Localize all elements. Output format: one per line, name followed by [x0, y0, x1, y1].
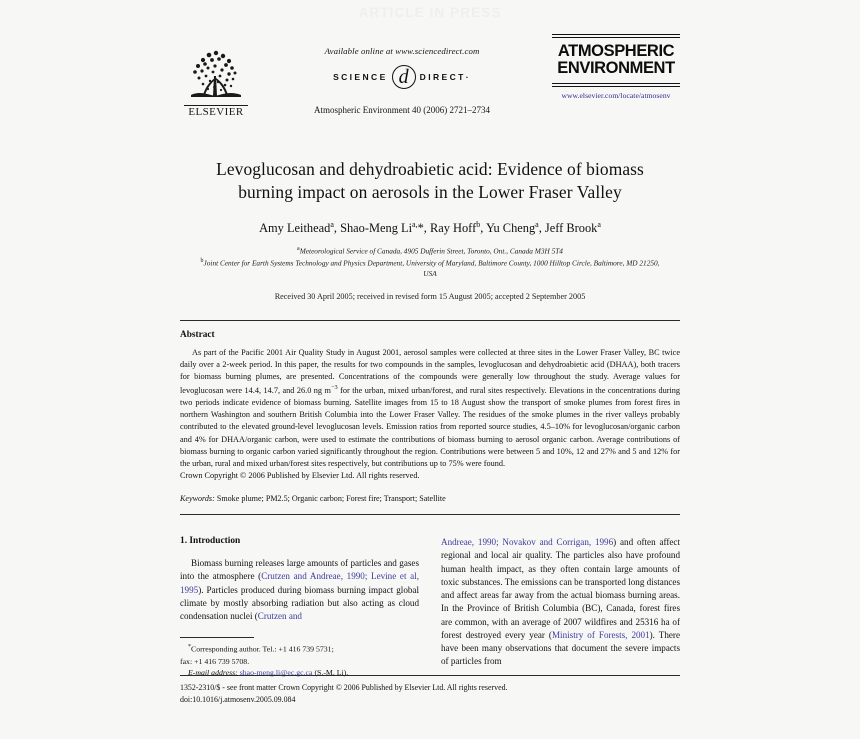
- email-attribution: (S.-M. Li).: [314, 668, 349, 678]
- journal-masthead: [180, 0, 680, 132]
- article-sheet: [180, 0, 680, 739]
- intro-paragraph-left: Biomass burning releases large amounts of particles and gases into the atmosphere (Crutzen and Andreae, 1990; Levine et al, 1995). Particles produced during biomass burning impact global climate by mostly absorbing radiation but also acting as cloud condensation nuclei (Crutzen and: [180, 558, 419, 622]
- nameplate-rule-top: [552, 34, 680, 38]
- elsevier-logo: [180, 32, 252, 119]
- nameplate-rule-bottom: [552, 83, 680, 87]
- email-label: E-mail address:: [188, 668, 238, 678]
- journal-title-line1: ATMOSPHERIC: [557, 42, 675, 60]
- abstract-body: As part of the Pacific 2001 Air Quality Study in August 2001, aerosol samples were collected at three sites in the Lower Fraser Valley, BC twice daily over a 2-week period. In this paper, the results for two compounds in the samples, levoglucosan and dehydroabietic acid (DHAA), both tracers for biomass burning plumes, are presented. Concentrations of the compounds were generally low throughout the study. Average values for levoglucosan were 14.4, 14.7, and 26.0 ng $m^{-3}$ for the urban, mixed urban/forest, and rural sites respectively. Elevations in the concentrations during two periods indicate evidence of biomass burning. Satellite images from 15 to 18 August show the transport of smoke plumes from forest fires in northern Washington and southern British Columbia into the Lower Fraser Valley. The residues of the smoke plumes in the river valleys probably contributed to the elevated ground-level levoglucosan levels. Emission ratios from reported source studies, 4.5–10% for levoglucosan/organic carbon and 4% for DHAA/organic carbon, were used to estimate the contributions of biomass burning to aerosol organic carbon. Average contributions of biomass burning to organic carbon varied significantly throughout the region. Contributions were between 5 and 10%, 12 and 27% and 5 and 12% for the urban, rural and mixed urban/forest sites respectively, but contributions up to 75% were found.: [180, 347, 680, 468]
- sciencedirect-logo: [252, 65, 552, 89]
- title-block: [180, 158, 680, 301]
- keywords-value: Smoke plume; PM2.5; Organic carbon; Forest fire; Transport; Satellite: [216, 494, 446, 504]
- affiliation-b: $^b$Joint Center for Earth Systems Technology and Physics Department, University of Maryland, Baltimore County, 1000 Hilltop Circle, Baltimore, MD 21250, USA: [200, 258, 660, 279]
- journal-citation-line: Atmospheric Environment 40 (2006) 2721–2734: [314, 105, 490, 115]
- affiliation-a: $^a$Meteorological Service of Canada, 4905 Dufferin Street, Toronto, Ont., Canada M3H 5T4: [297, 246, 563, 256]
- footnote-block: [180, 637, 419, 679]
- sciencedirect-at-icon: d: [392, 65, 416, 89]
- footer-copyright: 1352-2310/$ - see front matter Crown Copyright © 2006 Published by Elsevier Ltd. All rights reserved.: [180, 682, 508, 692]
- footnote-fax: fax: +1 416 739 5708.: [180, 656, 250, 666]
- journal-url-link[interactable]: www.elsevier.com/locate/atmosenv: [561, 91, 671, 101]
- page-title: Levoglucosan and dehydroabietic acid: Evidence of biomass burning impact on aerosols in the Lower Fraser Valley: [216, 159, 644, 202]
- keywords-line: [180, 494, 680, 503]
- section-heading-introduction: 1. Introduction: [180, 536, 241, 547]
- intro-paragraph-right: Andreae, 1990; Novakov and Corrigan, 1996) and often affect regional and local air quality. The particles also have profound human health impact, as they often contain large amounts of toxic substances. The emissions can be transported long distances and affect areas far away from the actual biomass burning areas. In the Province of British Columbia (BC), Canada, forest fires are common, with an average of 2007 wildfires and 25316 ha of forest destroyed every year (Ministry of Forests, 2001). There have been many observations that document the severe impacts of particles from: [441, 537, 680, 667]
- abstract-rule-top: [180, 320, 680, 321]
- sciencedirect-block: [252, 32, 552, 115]
- footnote-corresponding-author: *Corresponding author. Tel.: +1 416 739 5731;: [188, 644, 334, 654]
- article-in-press-watermark: ARTICLE IN PRESS: [358, 5, 502, 20]
- footer-rule: [180, 675, 680, 676]
- abstract-copyright: Crown Copyright © 2006 Published by Elsevier Ltd. All rights reserved.: [180, 470, 420, 480]
- sciencedirect-word-science: SCIENCE: [333, 72, 388, 82]
- footnote-rule: [180, 637, 254, 638]
- footer-doi[interactable]: doi:10.1016/j.atmosenv.2005.09.084: [180, 694, 296, 704]
- affiliation-list: [180, 245, 680, 280]
- journal-nameplate: [552, 32, 680, 100]
- author-list: Amy Leithead$^a$, Shao-Meng $Li^{a,}*$, Ray Hoff$^b$, Yu Cheng$^a$, Jeff Brook$^a$: [259, 220, 601, 236]
- keywords-label: Keywords:: [180, 494, 215, 504]
- elsevier-wordmark: ELSEVIER: [188, 106, 244, 118]
- body-columns: [180, 536, 680, 679]
- abstract-heading: Abstract: [180, 329, 215, 340]
- sciencedirect-word-direct: DIRECT·: [419, 72, 471, 82]
- page-footer: [180, 675, 680, 707]
- column-right: [441, 536, 680, 669]
- journal-title-line2: ENVIRONMENT: [557, 59, 675, 78]
- elsevier-tree-icon: [183, 46, 249, 104]
- article-history: Received 30 April 2005; received in revised form 15 August 2005; accepted 2 September 2005: [274, 291, 586, 301]
- available-online-text: Available online at www.sciencedirect.com: [324, 46, 480, 56]
- email-address-link[interactable]: shao-meng.li@ec.gc.ca: [239, 668, 313, 678]
- column-left: [180, 536, 419, 679]
- abstract-rule-bottom: [180, 514, 680, 515]
